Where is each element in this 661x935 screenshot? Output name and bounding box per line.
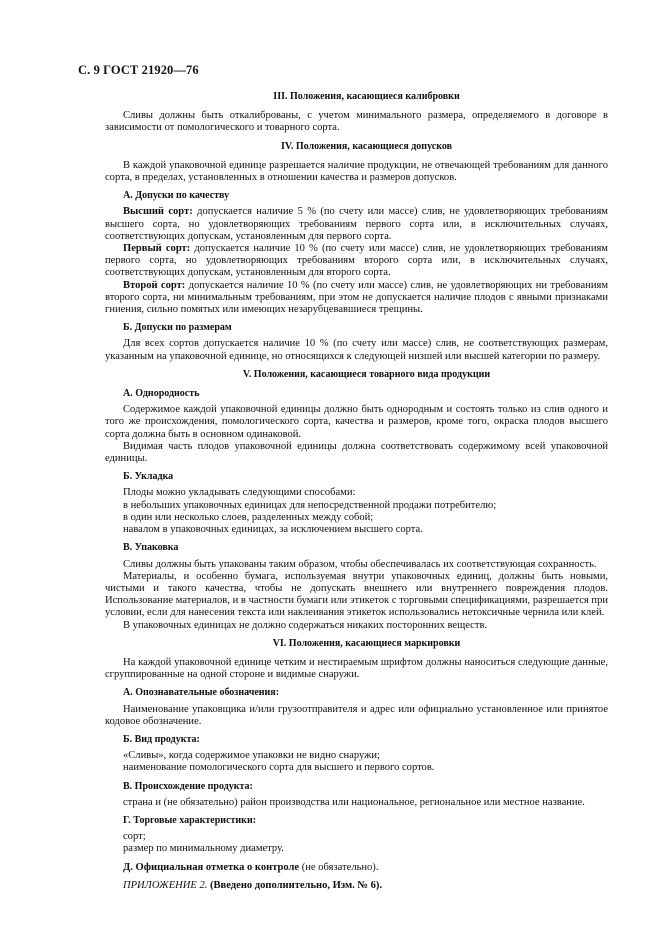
section-6-g-paragraph-2: размер по минимальному диаметру.: [123, 843, 284, 855]
section-6-d-title: Д. Официальная отметка о контроле: [123, 861, 300, 873]
section-5-b-title: Б. Укладка: [123, 471, 174, 483]
premium-grade-text: допускается наличие 5 % (по счету или массе) слив, не удовлетворяющих требованиям высшего сорта, но удовлетворяющих требованиям первого сорта или, в исключительных случаях, соответствующих допускам, установленным для первого сорта.: [105, 206, 608, 242]
section-4-title: IV. Положения, касающиеся допусков: [281, 140, 452, 152]
premium-grade-paragraph: [105, 206, 608, 243]
section-5-v-paragraph-2: Материалы, и особенно бумага, используемая внутри упаковочных единиц, должны быть новыми, чистыми и такого качества, чтобы не допускать внешнего или внутреннего повреждения плодов. Использование материалов, и в частности бумаги или этикеток с торговыми спецификациями, разрешается при условии, если для нанесения текста или наклеивания этикеток использовались нетоксичные чернила или клей.: [105, 570, 608, 619]
section-6-b-paragraph-2: наименование помологического сорта для высшего и первого сортов.: [123, 762, 435, 774]
section-6-b-paragraph-1: «Сливы», когда содержимое упаковки не видно снаружи;: [123, 750, 380, 762]
section-3-title: III. Положения, касающиеся калибровки: [273, 91, 460, 102]
first-grade-paragraph: [105, 243, 608, 280]
annex-label: ПРИЛОЖЕНИЕ 2.: [123, 879, 208, 891]
section-5-a-paragraph-2: Видимая часть плодов упаковочной единицы должна соответствовать содержимому всей упаковочной единицы.: [105, 440, 608, 465]
first-grade-text: допускается наличие 10 % (по счету или массе) слив, не удовлетворяющих требованиям первого сорта, но удовлетворяющих требованиям второго сорта или, в исключительных случаях, соответствующих допускам, установленным для второго сорта.: [105, 243, 608, 279]
section-6-d-line: [105, 862, 608, 874]
second-grade-lead: Второй сорт:: [123, 279, 186, 291]
premium-grade-lead: Высший сорт:: [123, 206, 193, 218]
annex-note: [105, 880, 608, 892]
annex-amendment: (Введено дополнительно, Изм. № 6).: [207, 879, 383, 891]
section-6-v-paragraph: страна и (не обязательно) район производства или национальное, региональное или местное название.: [123, 796, 585, 808]
section-5-a-paragraph-1: Содержимое каждой упаковочной единицы должно быть однородным и состоять только из слив одного и того же происхождения, помологического сорта, качества и размеров, кроме того, окраска плодов высшего сорта должна быть в основном одинаковой.: [105, 404, 608, 440]
section-5-b-paragraph-1: Плоды можно укладывать следующими способами:: [123, 487, 356, 499]
second-grade-text: допускается наличие 10 % (по счету или массе) слив, не удовлетворяющих ни требованиям второго сорта, ни минимальным требованиям, при этом не допускается наличие плодов с явными признаками гниения, сильно помятых или имеющих незарубцевавшиеся трещины.: [105, 279, 609, 316]
section-5-a-title: А. Однородность: [123, 388, 200, 400]
section-6-g-title: Г. Торговые характеристики:: [123, 814, 257, 826]
section-4-a-title: А. Допуски по качеству: [123, 190, 230, 202]
section-6-a-paragraph: Наименование упаковщика и/или грузоотправителя и адрес или официально установленное или принятое кодовое обозначение.: [105, 703, 608, 727]
section-5-title: V. Положения, касающиеся товарного вида продукции: [242, 368, 491, 380]
page-header: С. 9 ГОСТ 21920—76: [78, 63, 199, 77]
second-grade-paragraph: [105, 280, 608, 317]
section-6-d-text: (не обязательно).: [299, 861, 379, 873]
section-5-b-paragraph-2: в небольших упаковочных единицах для непосредственной продажи потребителю;: [123, 499, 497, 511]
section-6-title: VI. Положения, касающиеся маркировки: [272, 637, 461, 649]
document-body: [105, 91, 608, 892]
section-5-v-paragraph-1: Сливы должны быть упакованы таким образом, чтобы обеспечивалась их соответствующая сохранность.: [123, 558, 597, 570]
section-6-paragraph: На каждой упаковочной единице четким и нестираемым шрифтом должны наноситься следующие данные, сгруппированные на одной стороне и видимые снаружи.: [105, 656, 608, 681]
first-grade-lead: Первый сорт:: [123, 243, 191, 255]
section-3-paragraph: Сливы должны быть откалиброваны, с учетом минимального размера, определяемого в договоре в зависимости от помологического и товарного сорта.: [105, 110, 608, 134]
section-6-v-title: В. Происхождение продукта:: [123, 780, 253, 792]
section-5-b-paragraph-3: в один или несколько слоев, разделенных между собой;: [123, 511, 374, 523]
section-4-b-title: Б. Допуски по размерам: [123, 322, 232, 334]
section-6-g-paragraph-1: сорт;: [123, 831, 146, 843]
section-6-a-title: А. Опознавательные обозначения:: [123, 687, 280, 699]
section-5-v-paragraph-3: В упаковочных единицах не должно содержаться никаких посторонних веществ.: [123, 619, 488, 631]
section-4-paragraph: В каждой упаковочной единице разрешается наличие продукции, не отвечающей требованиям для данного сорта, в пределах, установленных в отношении качества и размеров допусков.: [105, 159, 608, 184]
section-4-b-paragraph: Для всех сортов допускается наличие 10 % (по счету или массе) слив, не соответствующих размерам, указанным на упаковочной единице, но относящихся к следующей низшей или высшей категории по размеру.: [105, 338, 608, 362]
section-5-v-title: В. Упаковка: [123, 542, 179, 554]
section-5-b-paragraph-4: навалом в упаковочных единицах, за исключением высшего сорта.: [123, 524, 423, 536]
section-6-b-title: Б. Вид продукта:: [123, 733, 200, 745]
